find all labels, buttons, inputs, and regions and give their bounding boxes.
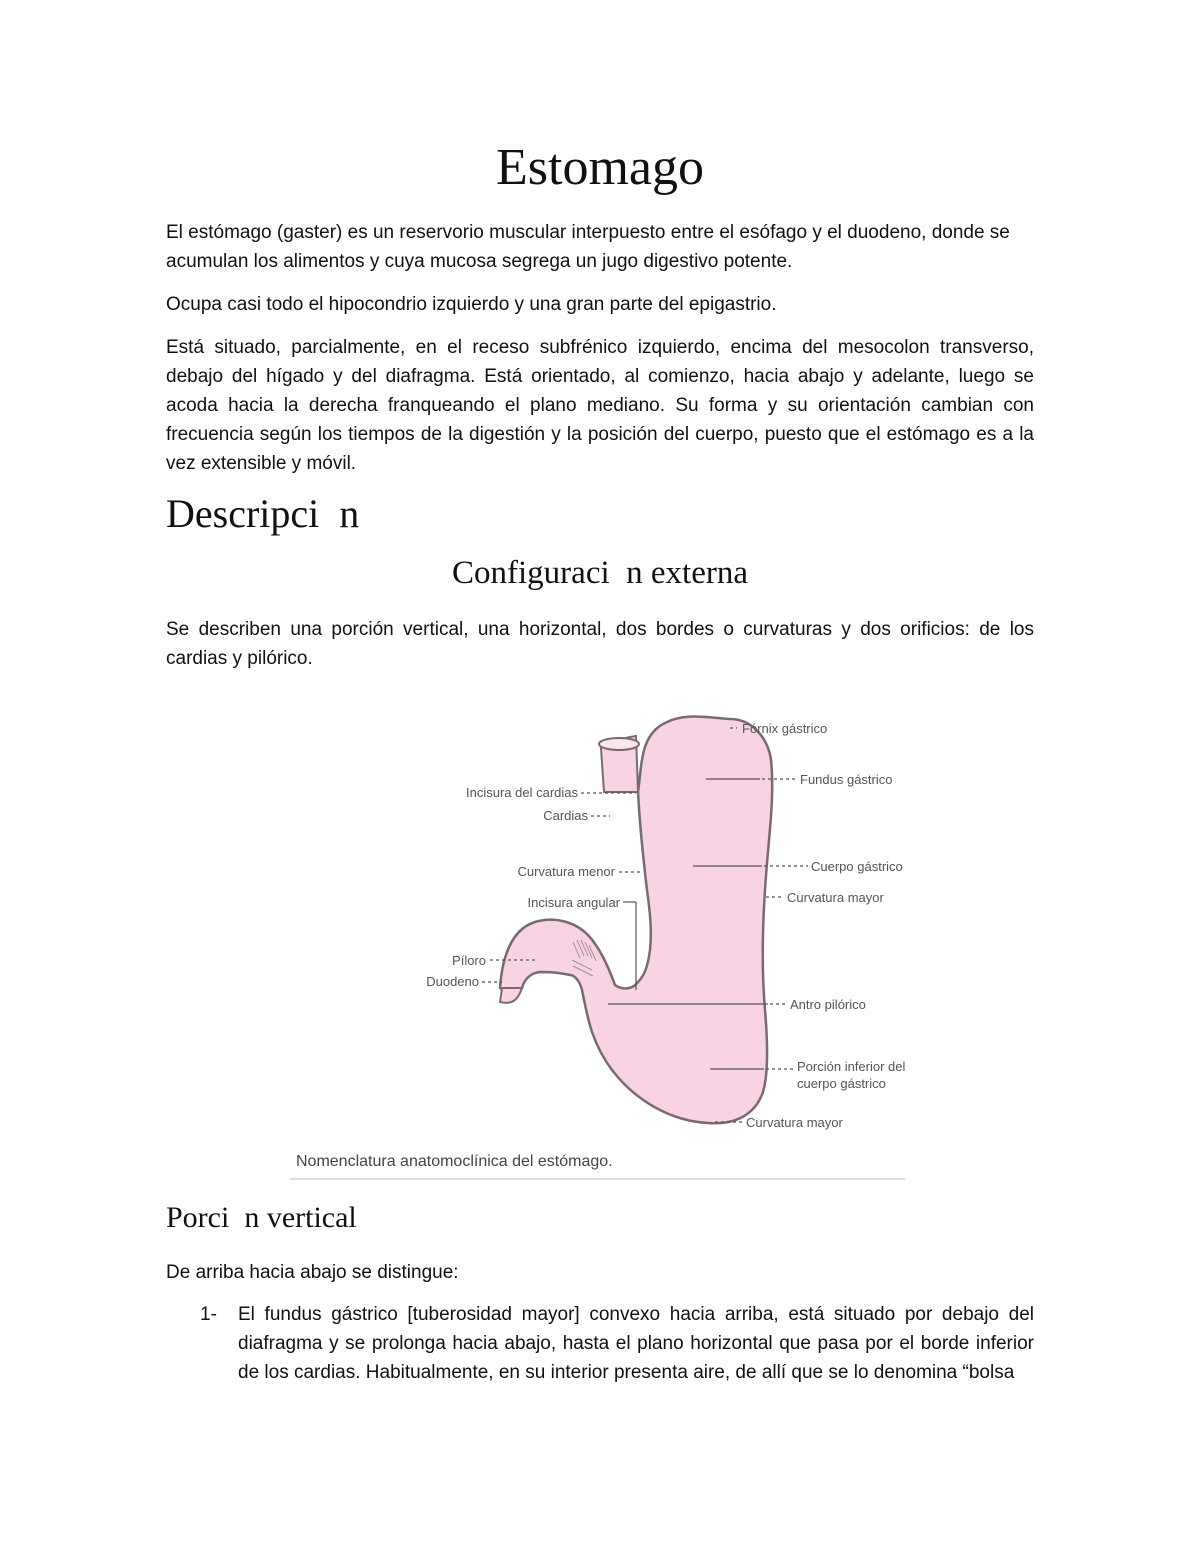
stomach-diagram xyxy=(290,690,905,1180)
list-item-number: 1- xyxy=(200,1304,217,1325)
section-heading: Descripci n xyxy=(166,491,360,536)
label-duodeno: Duodeno xyxy=(426,974,479,989)
label-curvatura-menor: Curvatura menor xyxy=(517,864,615,879)
label-cuerpo: Cuerpo gástrico xyxy=(811,859,903,874)
stomach-figure xyxy=(290,690,905,1180)
intro-paragraph-1: El estómago (gaster) es un reservorio muscular interpuesto entre el esófago y el duodeno, donde se acumulan los alimentos y cuya mucosa segrega un jugo digestivo potente. xyxy=(166,222,1010,272)
subsection-heading: Porci n vertical xyxy=(166,1201,357,1234)
label-piloro: Píloro xyxy=(452,953,486,968)
subsection-lead: De arriba hacia abajo se distingue: xyxy=(166,1262,459,1283)
label-curvatura-mayor-2: Curvatura mayor xyxy=(746,1115,843,1130)
intro-paragraph-3: Está situado, parcialmente, en el receso subfrénico izquierdo, encima del mesocolon transverso, debajo del hígado y del diafragma. Está orientado, al comienzo, hacia abajo y adelante, luego se acoda hacia la derecha franqueando el plano mediano. Su forma y su orientación cambian con frecuencia según los tiempos de la digestión y la posición del cuerpo, puesto que el estómago es a la vez extensible y móvil. xyxy=(166,337,1034,474)
label-curvatura-mayor-1: Curvatura mayor xyxy=(787,890,884,905)
label-fornix: Fórnix gástrico xyxy=(742,721,828,736)
label-porcion-inferior-1: Porción inferior del xyxy=(797,1059,905,1074)
label-antro: Antro pilórico xyxy=(790,997,866,1012)
label-porcion-inferior-2: cuerpo gástrico xyxy=(797,1076,886,1091)
section-paragraph: Se describen una porción vertical, una horizontal, dos bordes o curvaturas y dos orificios: de los cardias y pilórico. xyxy=(166,619,1034,669)
list-item-text: El fundus gástrico [tuberosidad mayor] convexo hacia arriba, está situado por debajo del diafragma y se prolonga hacia abajo, hasta el plano horizontal que pasa por el borde inferior de los cardias. Habitualmente, en su interior presenta aire, de allí que se lo denomina “bolsa xyxy=(238,1304,1034,1383)
page-title: Estomago xyxy=(496,139,704,196)
esophagus-opening xyxy=(599,738,639,750)
figure-caption: Nomenclatura anatomoclínica del estómago. xyxy=(296,1153,613,1170)
label-fundus: Fundus gástrico xyxy=(800,772,893,787)
label-incisura-cardias: Incisura del cardias xyxy=(466,785,578,800)
section-subheading: Configuraci n externa xyxy=(452,555,748,591)
label-cardias: Cardias xyxy=(543,808,588,823)
intro-paragraph-2: Ocupa casi todo el hipocondrio izquierdo y una gran parte del epigastrio. xyxy=(166,294,777,315)
label-incisura-angular: Incisura angular xyxy=(527,895,620,910)
